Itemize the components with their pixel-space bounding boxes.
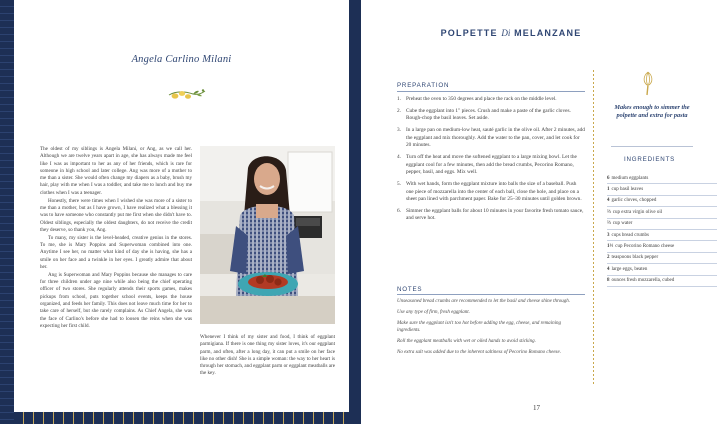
preparation-divider [397, 91, 585, 92]
lemon-sprig-icon [166, 85, 208, 103]
page-number: 17 [533, 404, 540, 412]
bio-paragraph: The oldest of my siblings is Angela Milani, or Ang, as we call her. Although we are twelve years apart in age, she has always made me feel like I was as important to her as any of her friends, which is rare for someone in high school and later college. Ang was more of a mother to me than a sister. She would often change my diapers as a baby, brush my hair, play with me when I was a toddler, and take me to lunch and buy me clothes when I was a teenager. [40, 146, 192, 196]
bottom-border-pattern [14, 412, 349, 424]
right-page [361, 0, 720, 424]
notes-divider [397, 294, 585, 295]
bio-paragraph: To many, my sister is the level-headed, creative genius in the stores. To me, she is Mary Poppins and Superwoman combined into one. Anytime I see her, no matter what kind of day she is having, she has a smile on her face and a twinkle in her eyes. I greatly admire that about her. [40, 234, 192, 270]
ingredient-item: 4 large eggs, beaten [607, 264, 717, 275]
ingredients-heading: INGREDIENTS [624, 156, 676, 163]
step-item: 1. Preheat the oven to 350 degrees and place the rack on the middle level. [397, 96, 557, 102]
dotted-divider [593, 70, 594, 385]
ingredient-item: 2 teaspoons black pepper [607, 253, 717, 264]
ingredient-item: 8 ounces fresh mozzarella, cubed [607, 276, 717, 287]
preparation-steps [397, 96, 585, 227]
note-item: Use any type of firm, fresh eggplant. [397, 310, 470, 315]
step-item: 6. Simmer the eggplant balls for about 10 minutes in your favorite fresh tomato sauce, and serve hot. [397, 207, 584, 222]
ingredient-item: ⅔ cup water [607, 219, 717, 230]
author-name: Angela Carlino Milani [131, 54, 232, 65]
recipe-title-part1: POLPETTE [440, 28, 498, 38]
ingredients-list [607, 173, 717, 287]
recipe-title-di: Di [501, 28, 511, 38]
note-item: Roll the eggplant meatballs with wet or oiled hands to avoid sticking. [397, 339, 536, 344]
left-border-pattern [0, 0, 14, 424]
recipe-title-part2: MELANZANE [514, 28, 582, 38]
ingredient-item: 1½ cup Pecorino Romano cheese [607, 241, 717, 252]
portrait-photo [200, 146, 335, 324]
step-item: 4. Turn off the heat and move the softened eggplant to a large mixing bowl. Let the eggplant cool for a few minutes, then add the bread crumbs, Pecorino Romano, pepper, basil, and eggs. Mix well. [397, 154, 577, 176]
bio-column-2: Whenever I think of my sister and food, I think of eggplant parmigiana. If there is one thing my sister loves, it's our eggplant parm, and often, after a long day, it can put a smile on her face like no other dish! She is a simple woman: the way to her heart is through her stomach, and eggplant parm or eggplant meatballs are the key. [200, 334, 335, 377]
recipe-title [361, 28, 661, 38]
step-item: 2. Cube the eggplant into 1" pieces. Crush and make a paste of the garlic cloves. Rough-chop the basil leaves. Set aside. [397, 107, 571, 122]
bio-paragraph: Ang is Superwoman and Mary Poppins because she manages to care for three children under age nine while also being the chief operating officer of two stores. She regularly attends their sports games, makes pickups from school, puts together school events, keeps the house organized, and feeds her family. This does not leave much time for her to take care of herself, but she rarely complains. As Chief Angela, she was the face of Carlino's before she had to loosen the reins when she was expecting her first child. [40, 271, 192, 329]
ingredient-item: 6 medium eggplants [607, 173, 717, 184]
ingredient-item: ⅔ cup extra virgin olive oil [607, 207, 717, 218]
notes-list [397, 298, 585, 360]
portrait-illustration [200, 146, 335, 324]
ingredient-item: 4 garlic cloves, chopped [607, 196, 717, 207]
left-page [14, 0, 349, 412]
ingredient-item: 3 cups bread crumbs [607, 230, 717, 241]
bio-paragraph: Honestly, there were times when I wished she was more of a sister to me than a mother, but as I have grown, I have realized what a blessing it was to have someone who constantly put me first when she didn't have to. Oldest siblings, especially the oldest daughters, do not receive the credit they deserve, so thank you, Ang. [40, 197, 192, 233]
notes-heading: NOTES [397, 286, 423, 293]
note-item: Make sure the eggplant isn't too hot before adding the egg, cheese, and remaining ingredients. [397, 321, 561, 333]
note-item: Unseasoned bread crumbs are recommended to let the basil and cheese shine through. [397, 299, 570, 304]
step-item: 5. With wet hands, form the eggplant mixture into balls the size of a baseball. Push one piece of mozzarella into the center of each ball, close the hole, and place on a sheet pan lined with parchment paper. Bake for 25–30 minutes until golden brown. [397, 181, 582, 203]
ingredient-item: 1 cup basil leaves [607, 184, 717, 195]
yield-divider [611, 146, 693, 147]
note-item: No extra salt was added due to the inherent saltiness of Pecorino Romano cheese. [397, 350, 561, 355]
bio-column-1 [40, 146, 192, 331]
preparation-heading: PREPARATION [397, 82, 450, 89]
whisk-icon [642, 70, 654, 96]
step-item: 3. In a large pan on medium-low heat, sauté garlic in the olive oil. After 2 minutes, add the eggplant and mix thoroughly. Add the water to the pan, cover, and let cook for 20 minutes. [397, 127, 585, 149]
page-gutter [349, 0, 361, 424]
yield-note: Makes enough to simmer the polpette and extra for pasta [614, 104, 690, 120]
